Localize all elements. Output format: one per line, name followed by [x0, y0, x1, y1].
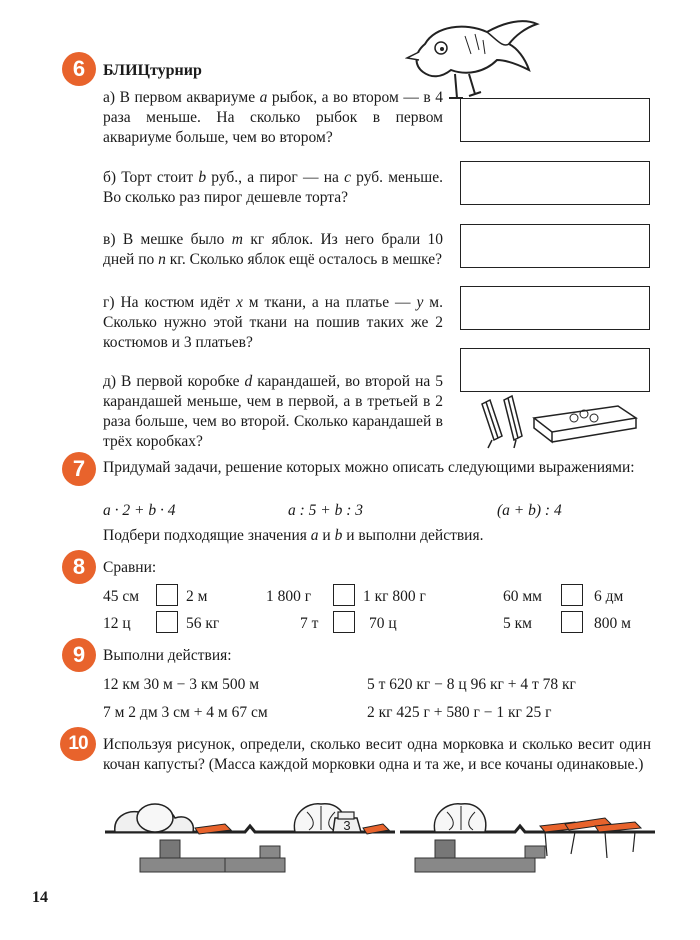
- task-6g-text: г) На костюм идёт x м ткани, а на платье — y м. Сколько нужно этой ткани на пошив таких же 2 костюмов и 3 платьев?: [103, 294, 443, 351]
- compare-box[interactable]: [561, 584, 583, 606]
- task-8-title: Сравни:: [103, 559, 157, 576]
- task-9-title: Выполни действия:: [103, 647, 232, 664]
- compare-box[interactable]: [156, 584, 178, 606]
- task-6b-text: б) Торт стоит b руб., а пирог — на c руб. меньше. Во сколько раз пирог дешевле торта?: [103, 169, 443, 206]
- task-7-text: Придумай задачи, решение которых можно описать следующими выражениями:: [103, 459, 635, 476]
- pencils-illustration: [478, 394, 640, 450]
- expression-1: a · 2 + b · 4: [103, 502, 176, 519]
- expression: 12 км 30 м − 3 км 500 м: [103, 676, 260, 693]
- task-8-badge: 8: [62, 550, 96, 584]
- task-10-badge: 10: [60, 727, 96, 761]
- answer-box-g[interactable]: [460, 286, 650, 330]
- compare-left: 1 800 г: [266, 588, 312, 605]
- answer-box-d[interactable]: [460, 348, 650, 392]
- task-7-badge: 7: [62, 452, 96, 486]
- expression: 5 т 620 кг − 8 ц 96 кг + 4 т 78 кг: [367, 676, 576, 693]
- task-6-badge: 6: [62, 52, 96, 86]
- compare-box[interactable]: [333, 611, 355, 633]
- task-6a-text: а) В первом аквариуме a рыбок, а во втором — в 4 раза меньше. На сколько рыбок в первом аквариуме больше, чем во втором?: [103, 89, 443, 146]
- compare-left: 7 т: [300, 615, 319, 632]
- compare-right: 800 м: [594, 615, 631, 632]
- answer-box-v[interactable]: [460, 224, 650, 268]
- compare-right: 56 кг: [186, 615, 220, 632]
- expression: 2 кг 425 г + 580 г − 1 кг 25 г: [367, 704, 552, 721]
- expression-2: a : 5 + b : 3: [288, 502, 364, 519]
- compare-right: 70 ц: [369, 615, 397, 632]
- compare-right: 1 кг 800 г: [363, 588, 426, 605]
- scales-illustration: [95, 796, 665, 886]
- compare-left: 12 ц: [103, 615, 131, 632]
- compare-left: 60 мм: [503, 588, 542, 605]
- expression-3: (a + b) : 4: [497, 502, 562, 519]
- task-7-instruction: Подбери подходящие значения a и b и выполни действия.: [103, 527, 484, 544]
- task-9-badge: 9: [62, 638, 96, 672]
- weight-label: 3: [343, 818, 351, 833]
- task-10-text: Используя рисунок, определи, сколько весит одна морковка и сколько весит один кочан капусты? (Масса каждой морковки одна и та же, и все кочаны одинаковые.): [103, 736, 651, 773]
- task-6v-text: в) В мешке было m кг яблок. Из него брали 10 дней по n кг. Сколько яблок ещё осталось в мешке?: [103, 231, 443, 268]
- compare-box[interactable]: [156, 611, 178, 633]
- task-6d-text: д) В первой коробке d карандашей, во второй на 5 карандашей меньше, чем в первой, а в третьей в 2 раза больше, чем во второй. Сколько карандашей в трёх коробках?: [103, 373, 443, 450]
- compare-right: 6 дм: [594, 588, 624, 605]
- expression: 7 м 2 дм 3 см + 4 м 67 см: [103, 704, 268, 721]
- page-number: 14: [32, 889, 48, 906]
- compare-right: 2 м: [186, 588, 208, 605]
- answer-box-a[interactable]: [460, 98, 650, 142]
- compare-box[interactable]: [333, 584, 355, 606]
- compare-box[interactable]: [561, 611, 583, 633]
- compare-left: 45 см: [103, 588, 140, 605]
- compare-left: 5 км: [503, 615, 532, 632]
- answer-box-b[interactable]: [460, 161, 650, 205]
- task-6-title: БЛИЦтурнир: [103, 62, 202, 79]
